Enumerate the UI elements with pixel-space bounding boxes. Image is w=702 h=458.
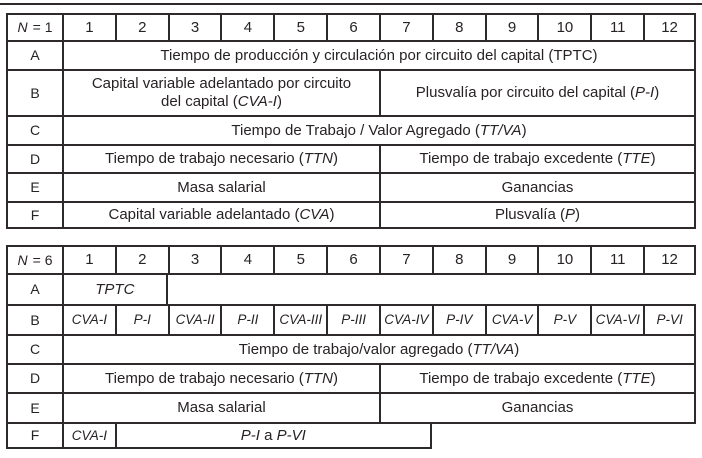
col-number: 9 (507, 18, 517, 36)
row-label: E (30, 399, 40, 416)
cell-post: ) (514, 340, 520, 358)
n-symbol: N (17, 19, 28, 36)
row-label: F (30, 427, 40, 444)
t2-col-10 (537, 245, 590, 273)
cell-abbr: P-I (240, 426, 260, 444)
t1-rowlabel-A (6, 40, 62, 69)
cell-text: P-II (237, 312, 259, 328)
t2-col-3 (168, 245, 221, 273)
t1-rowC-cell (62, 115, 696, 144)
cell-text: Masa salarial (177, 399, 266, 417)
t2-rowlabel-E (6, 392, 62, 422)
col-number: 6 (349, 18, 358, 36)
col-number: 12 (661, 18, 678, 36)
row-label: F (30, 206, 40, 223)
t2-rowA-tptc-cell (62, 273, 168, 304)
row-label: A (30, 47, 40, 64)
t1-rowF-right-cell (379, 201, 696, 229)
t2-rowA-open-area (168, 273, 696, 304)
cell-abbr: TTE (622, 150, 651, 168)
t2-col-9 (485, 245, 538, 273)
cell-post: ) (650, 369, 656, 387)
col-number: 5 (296, 251, 305, 269)
cell-pre: Tiempo de trabajo/valor agregado ( (238, 340, 473, 358)
cell-abbr: P-I (635, 84, 655, 102)
t2-rowB-cell-12 (643, 304, 696, 334)
t2-col-4 (220, 245, 273, 273)
n-value: = 6 (32, 251, 53, 268)
cell-abbr: P (564, 206, 575, 224)
cell-text: P-IV (446, 312, 473, 328)
cell-text: CVA-IV (384, 312, 429, 328)
t1-rowlabel-E (6, 172, 62, 201)
col-number: 10 (556, 18, 574, 36)
t2-rowlabel-F (6, 422, 62, 449)
cell-post: ) (521, 121, 527, 139)
t1-col-1 (62, 13, 115, 40)
t2-col-8 (432, 245, 485, 273)
t2-rowB-cell-4 (220, 304, 273, 334)
cell-text (92, 75, 351, 110)
t1-col-5 (273, 13, 326, 40)
cell-text: CVA-VI (595, 312, 640, 328)
t2-rowE-right-cell (379, 392, 696, 422)
cell-text: CVA-III (279, 312, 323, 328)
cell-text: TPTC (95, 280, 135, 298)
t2-rowB-cell-5 (273, 304, 326, 334)
t2-rowlabel-A (6, 273, 62, 304)
cell-pre: Plusvalía por circuito del capital ( (415, 84, 636, 102)
cell-line1: Capital variable adelantado por circuito (91, 75, 352, 93)
t2-rowF-cva-cell (62, 422, 115, 449)
t1-rowA-cell (62, 40, 696, 69)
t2-col-2 (115, 245, 168, 273)
t2-rowB-cell-8 (432, 304, 485, 334)
top-rule (0, 3, 702, 5)
cell-text: Masa salarial (177, 178, 266, 196)
col-number: 2 (138, 18, 147, 36)
row-label: D (29, 370, 41, 387)
t2-rowB-cell-7 (379, 304, 432, 334)
cell-post: ) (575, 206, 580, 224)
cell-text: P-VI (656, 312, 683, 328)
t2-rowC-cell (62, 334, 696, 363)
cell-abbr: CVA-I (237, 93, 277, 110)
cell-pre: Tiempo de trabajo necesario ( (105, 369, 304, 387)
cell-text: P-V (553, 312, 577, 328)
cell-post: ) (329, 206, 335, 224)
cell-text: Tiempo de producción y circulación por circuito del capital (TPTC) (160, 46, 598, 64)
cell-abbr: TTE (622, 369, 651, 387)
cell-text: CVA-I (71, 312, 108, 328)
t1-col-3 (168, 13, 221, 40)
t1-rowE-left-cell (62, 172, 379, 201)
t1-rowD-left-cell (62, 144, 379, 172)
cell-post: ) (654, 84, 660, 102)
t2-rowB-cell-6 (326, 304, 379, 334)
t2-rowD-right-cell (379, 363, 696, 392)
cell-text (241, 427, 306, 445)
cell-text: Ganancias (501, 178, 574, 196)
col-number: 8 (455, 18, 464, 36)
col-number: 1 (85, 18, 94, 36)
cell-text (419, 150, 655, 168)
col-number: 9 (507, 251, 517, 269)
col-number: 5 (296, 18, 305, 36)
t1-col-11 (590, 13, 643, 40)
t2-rowlabel-C (6, 334, 62, 363)
cell-pre: Tiempo de trabajo necesario ( (105, 150, 304, 168)
t2-rowB-cell-9 (485, 304, 538, 334)
cell-line2: del capital ( (161, 93, 238, 110)
row-label: B (30, 84, 40, 101)
t2-col-5 (273, 245, 326, 273)
cell-abbr: TTN (303, 150, 333, 168)
table-n1 (6, 13, 696, 229)
cell-post: ) (650, 150, 656, 168)
cell-text: Ganancias (501, 399, 574, 417)
cell-pre: Tiempo de trabajo excedente ( (419, 369, 623, 387)
t1-header-n (6, 13, 62, 40)
t2-rowB-cell-11 (590, 304, 643, 334)
col-number: 3 (190, 251, 200, 269)
t2-col-11 (590, 245, 643, 273)
t2-col-7 (379, 245, 432, 273)
cell-text (495, 206, 580, 224)
t2-rowlabel-D (6, 363, 62, 392)
t1-col-4 (220, 13, 273, 40)
t1-col-7 (379, 13, 432, 40)
n-symbol: N (17, 251, 28, 268)
cell-abbr: TTN (303, 369, 333, 387)
t2-col-1 (62, 245, 115, 273)
row-label: C (29, 122, 41, 139)
row-label: A (30, 281, 40, 298)
t1-col-8 (432, 13, 485, 40)
t2-rowE-left-cell (62, 392, 379, 422)
t1-rowD-right-cell (379, 144, 696, 172)
t2-rowB-cell-1 (62, 304, 115, 334)
col-number: 6 (349, 251, 358, 269)
col-number: 11 (609, 251, 626, 269)
cell-text (239, 341, 519, 359)
cell-pre: Tiempo de Trabajo / Valor Agregado ( (231, 121, 480, 139)
cell-text: P-III (341, 312, 366, 328)
col-number: 7 (402, 18, 411, 36)
cell-abbr: TT/VA (479, 121, 522, 139)
t1-col-6 (326, 13, 379, 40)
t1-rowlabel-F (6, 201, 62, 229)
row-label: E (30, 179, 40, 196)
cell-text: P-I (133, 312, 151, 328)
row-label: C (29, 341, 41, 358)
col-number: 12 (661, 251, 678, 269)
col-number: 11 (609, 18, 626, 36)
n-value: = 1 (32, 19, 53, 36)
t2-rowF-open-area (432, 422, 696, 449)
t1-rowlabel-D (6, 144, 62, 172)
t1-rowE-right-cell (379, 172, 696, 201)
t1-rowlabel-C (6, 115, 62, 144)
col-number: 1 (85, 251, 94, 269)
cell-text (419, 370, 655, 388)
t2-rowF-span-cell (115, 422, 432, 449)
cell-abbr: CVA (299, 206, 330, 224)
t2-col-12 (643, 245, 696, 273)
cell-text: CVA-II (175, 312, 215, 328)
t2-rowD-left-cell (62, 363, 379, 392)
cell-abbr: TT/VA (472, 340, 515, 358)
cell-line2-close: ) (276, 93, 282, 110)
t1-col-2 (115, 13, 168, 40)
cell-mid: a (259, 426, 277, 444)
t1-rowB-left-cell (62, 69, 379, 115)
cell-text (105, 150, 338, 168)
cell-post: ) (332, 150, 338, 168)
cell-text (109, 206, 335, 224)
cell-abbr: P-VI (276, 426, 306, 444)
t2-rowlabel-B (6, 304, 62, 334)
t2-rowB-cell-3 (168, 304, 221, 334)
t1-col-12 (643, 13, 696, 40)
row-label: D (29, 150, 41, 167)
col-number: 4 (243, 18, 253, 36)
cell-text: CVA-V (491, 312, 533, 328)
t2-header-n (6, 245, 62, 273)
t1-rowB-right-cell (379, 69, 696, 115)
cell-text (105, 370, 338, 388)
col-number: 7 (402, 251, 411, 269)
row-label: B (30, 311, 40, 328)
col-number: 10 (556, 251, 574, 269)
col-number: 2 (138, 251, 147, 269)
cell-post: ) (332, 369, 338, 387)
cell-pre: Tiempo de trabajo excedente ( (419, 150, 623, 168)
t1-rowF-left-cell (62, 201, 379, 229)
col-number: 3 (190, 18, 200, 36)
cell-pre: Plusvalía ( (494, 206, 565, 224)
col-number: 8 (455, 251, 464, 269)
table-n6 (6, 245, 696, 449)
t1-rowlabel-B (6, 69, 62, 115)
col-number: 4 (243, 251, 253, 269)
t1-col-9 (485, 13, 538, 40)
t1-col-10 (537, 13, 590, 40)
t2-col-6 (326, 245, 379, 273)
cell-text (416, 84, 659, 102)
t2-rowB-cell-2 (115, 304, 168, 334)
cell-text: CVA-I (71, 427, 108, 443)
cell-text (231, 122, 526, 140)
cell-pre: Capital variable adelantado ( (108, 206, 300, 224)
t2-rowB-cell-10 (537, 304, 590, 334)
